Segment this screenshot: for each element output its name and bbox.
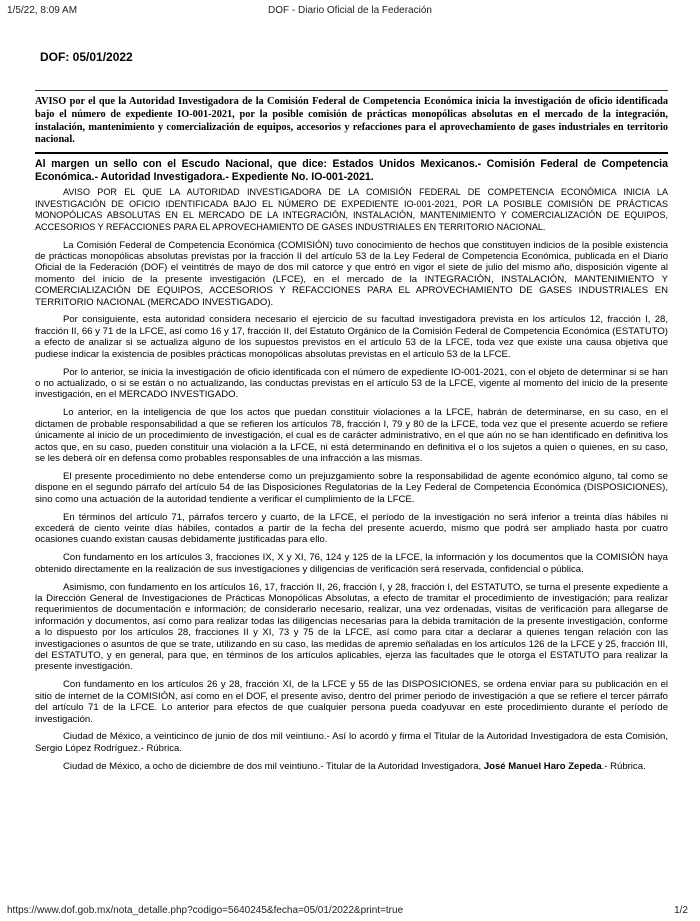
print-footer xyxy=(0,901,700,921)
body-paragraph: Con fundamento en los artículos 26 y 28, fracción XI, de la LFCE y 55 de las DISPOSICIONES, se ordena enviar para su publicación en el sitio de internet de la COMISIÓN, así como en el DOF, el presente aviso, dentro del primer periodo de investigación a que se refiere el tercer párrafo del artículo 71 de la LFCE. Lo anterior para efectos de que cualquier persona pueda coadyuvar en este procedimiento durante el período de investigación. xyxy=(35,679,668,725)
closing-tail: .- Rúbrica. xyxy=(601,760,646,772)
aviso-title: AVISO por el que la Autoridad Investigadora de la Comisión Federal de Competencia Económica inicia la investigación de oficio identificada bajo el número de expediente IO-001-2021, por la posible comisión de prácticas monopólicas absolutas en el mercado de la integración, instalación, mantenimiento y comercialización de equipos, accesorios y refacciones para el aprovechamiento de gases industriales en territorio nacional. xyxy=(35,90,668,154)
body-paragraph: Con fundamento en los artículos 3, fracciones IX, X y XI, 76, 124 y 125 de la LFCE, la información y los documentos que la COMISIÓN haya obtenido directamente en la realización de sus investigaciones y diligencias de verificación será reservada, confidencial o pública. xyxy=(35,552,668,575)
closing-text: Ciudad de México, a ocho de diciembre de dos mil veintiuno.- Titular de la Autoridad Investigadora, xyxy=(63,760,484,772)
margin-note: Al margen un sello con el Escudo Nacional, que dice: Estados Unidos Mexicanos.- Comisión Federal de Competencia Económica.- Autoridad Investigadora.- Expediente No. IO-001-2021. xyxy=(35,158,668,183)
document xyxy=(35,50,668,779)
signature-paragraph: Ciudad de México, a veinticinco de junio de dos mil veintiuno.- Así lo acordó y firma el Titular de la Autoridad Investigadora de esta Comisión, Sergio López Rodríguez.- Rúbrica. xyxy=(35,731,668,754)
body-paragraph: El presente procedimiento no debe entenderse como un prejuzgamiento sobre la responsabilidad de agente económico alguno, tal como se dispone en el segundo párrafo del artículo 54 de las Disposiciones Regulatorias de la Ley Federal de Competencia Económica (DISPOSICIONES), sino como una actuación de la autoridad tendiente a verificar el cumplimiento de la LFCE. xyxy=(35,470,668,505)
print-date: 1/5/22, 8:09 AM xyxy=(7,5,78,16)
page-url: https://www.dof.gob.mx/nota_detalle.php?codigo=5640245&fecha=05/01/2022&print=true xyxy=(7,905,404,916)
body-paragraph: En términos del artículo 71, párrafos tercero y cuarto, de la LFCE, el período de la investigación no será inferior a treinta días hábiles ni excederá de ciento veinte días hábiles, contados a partir de la fecha del presente acuerdo, mismo que podrá ser ampliado hasta por cuatro ocasiones cuando existan causas debidamente justificadas para ello. xyxy=(35,511,668,546)
print-header xyxy=(0,0,700,22)
page-number: 1/2 xyxy=(674,905,688,916)
body-paragraph: Por lo anterior, se inicia la investigación de oficio identificada con el número de expediente IO-001-2021, con el objeto de determinar si se han o no actualizado, o si se están o no actualizando, las conductas previstas en el artículo 53 de la LFCE, vigente al momento del inicio de la presente investigación, en el MERCADO INVESTIGADO. xyxy=(35,366,668,401)
intro-paragraph: AVISO POR EL QUE LA AUTORIDAD INVESTIGADORA DE LA COMISIÓN FEDERAL DE COMPETENCIA ECONÓMICA INICIA LA INVESTIGACIÓN DE OFICIO IDENTIFICADA BAJO EL NÚMERO DE EXPEDIENTE IO-001-2021, POR LA POSIBLE COMISIÓN DE PRÁCTICAS MONOPÓLICAS ABSOLUTAS EN EL MERCADO DE LA INTEGRACIÓN, INSTALACIÓN, MANTENIMIENTO Y COMERCIALIZACIÓN DE EQUIPOS, ACCESORIOS Y REFACCIONES PARA EL APROVECHAMIENTO DE GASES INDUSTRIALES EN TERRITORIO NACIONAL. xyxy=(35,187,668,232)
body-paragraph: Por consiguiente, esta autoridad considera necesario el ejercicio de su facultad investigadora prevista en los artículos 12, fracción I, 28, fracción II, 66 y 71 de la LFCE, así como 16 y 17, fracción II, del Estatuto Orgánico de la Comisión Federal de Competencia Económica (ESTATUTO) a efecto de analizar si se actualiza alguno de los supuestos previstos en el artículo 53 de la LFCE, toda vez que existe una causa objetiva que pudiese indicar la existencia de posibles prácticas monopólicas absolutas previstas en el artículo 53 de la LFCE. xyxy=(35,314,668,360)
page-title: DOF - Diario Oficial de la Federación xyxy=(268,5,432,16)
body-paragraph: La Comisión Federal de Competencia Económica (COMISIÓN) tuvo conocimiento de hechos que constituyen indicios de la posible existencia de prácticas monopólicas absolutas previstas por la fracción II del artículo 53 de la Ley Federal de Competencia Económica, publicada en el Diario Oficial de la Federación (DOF) el veintitrés de mayo de dos mil catorce y que entró en vigor el siete de julio del mismo año, disposición vigente al momento del inicio de la presente investigación (LFCE), en el mercado de la INTEGRACIÓN, INSTALACIÓN, MANTENIMIENTO Y COMERCIALIZACIÓN DE EQUIPOS, ACCESORIOS Y REFACCIONES PARA EL APROVECHAMIENTO DE GASES INDUSTRIALES EN TERRITORIO NACIONAL (MERCADO INVESTIGADO). xyxy=(35,239,668,308)
body-paragraph: Asimismo, con fundamento en los artículos 16, 17, fracción II, 26, fracción I, y 28, fracción I, del ESTATUTO, se turna el presente expediente a la Dirección General de Investigaciones de Prácticas Monopólicas Absolutas, a efecto de tramitar el procedimiento de investigación; para realizar requerimientos de documentación e información; de considerarlo necesario, realizar, una vez ordenadas, visitas de verificación para allegarse de información y documentos, así como para realizar todas las diligencias necesarias para la debida tramitación de la presente investigación, conforme a lo dispuesto por los artículos 28, fracciones II y XI, 73 y 75 de la LFCE, así como para citar a declarar a quienes tengan relación con las investigaciones o asuntos de que se trate, utilizando en su caso, las medidas de apremio señaladas en los artículos 126 de la LFCE y 25, fracción III, del ESTATUTO, y en general, para que, en términos de los artículos aplicables, ejerza las facultades que le otorga el ESTATUTO para realizar la presente investigación. xyxy=(35,581,668,673)
closing-paragraph xyxy=(35,761,668,772)
body-paragraph: Lo anterior, en la inteligencia de que los actos que puedan constituir violaciones a la LFCE, habrán de determinarse, en su caso, en el dictamen de probable responsabilidad a que se refieren los artículos 78, fracción I, 79 y 80 de la LFCE, toda vez que el presente acuerdo se refiere únicamente al inicio de un procedimiento de investigación, el cual es de carácter administrativo, en el que aún no se han identificado en definitiva los actos que, en su caso, pueden constituir una violación a la LFCE, ni está determinando en definitiva el o los sujetos a quien o quienes, en su caso, se les deberá oír en defensa como probables responsables de una infracción a las mismas. xyxy=(35,407,668,464)
document-body xyxy=(35,187,668,772)
dof-date: DOF: 05/01/2022 xyxy=(40,50,133,64)
signatory-name: José Manuel Haro Zepeda xyxy=(483,760,602,772)
